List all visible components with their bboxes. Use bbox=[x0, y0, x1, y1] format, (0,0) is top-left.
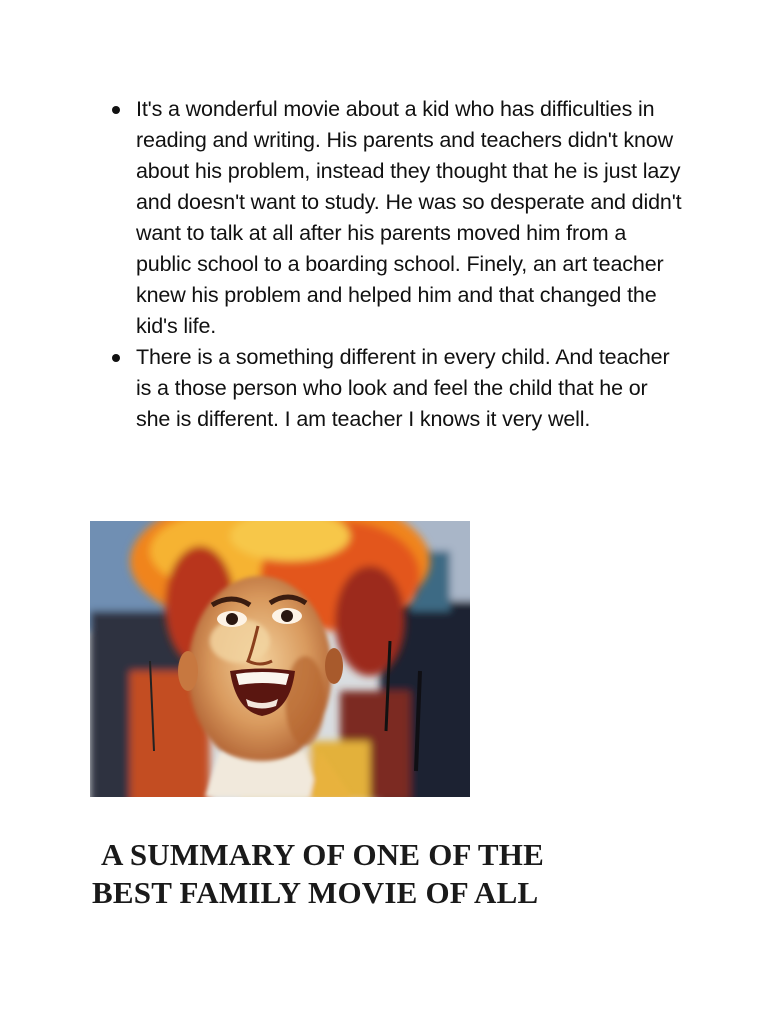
bullet-text: There is a something different in every child. And teacher is a those person who look and feel the child that he or she is different. I am teacher I knows it very well. bbox=[136, 345, 670, 431]
bullet-item bbox=[106, 94, 686, 342]
bullet-item bbox=[106, 342, 686, 435]
bullet-dot-icon bbox=[112, 354, 120, 362]
watercolor-portrait-image bbox=[90, 521, 470, 797]
bullet-dot-icon bbox=[112, 106, 120, 114]
summary-heading-line-1: A SUMMARY OF ONE OF THE bbox=[101, 837, 544, 872]
summary-heading bbox=[92, 836, 712, 912]
bullet-text: It's a wonderful movie about a kid who has difficulties in reading and writing. His parents and teachers didn't know about his problem, instead they thought that he is just lazy and doesn't want to study. He was so desperate and didn't want to talk at all after his parents moved him from a public school to a boarding school. Finely, an art teacher knew his problem and helped him and that changed the kid's life. bbox=[136, 97, 682, 338]
bullet-list bbox=[106, 94, 686, 435]
summary-heading-line-2: BEST FAMILY MOVIE OF ALL bbox=[92, 875, 539, 910]
